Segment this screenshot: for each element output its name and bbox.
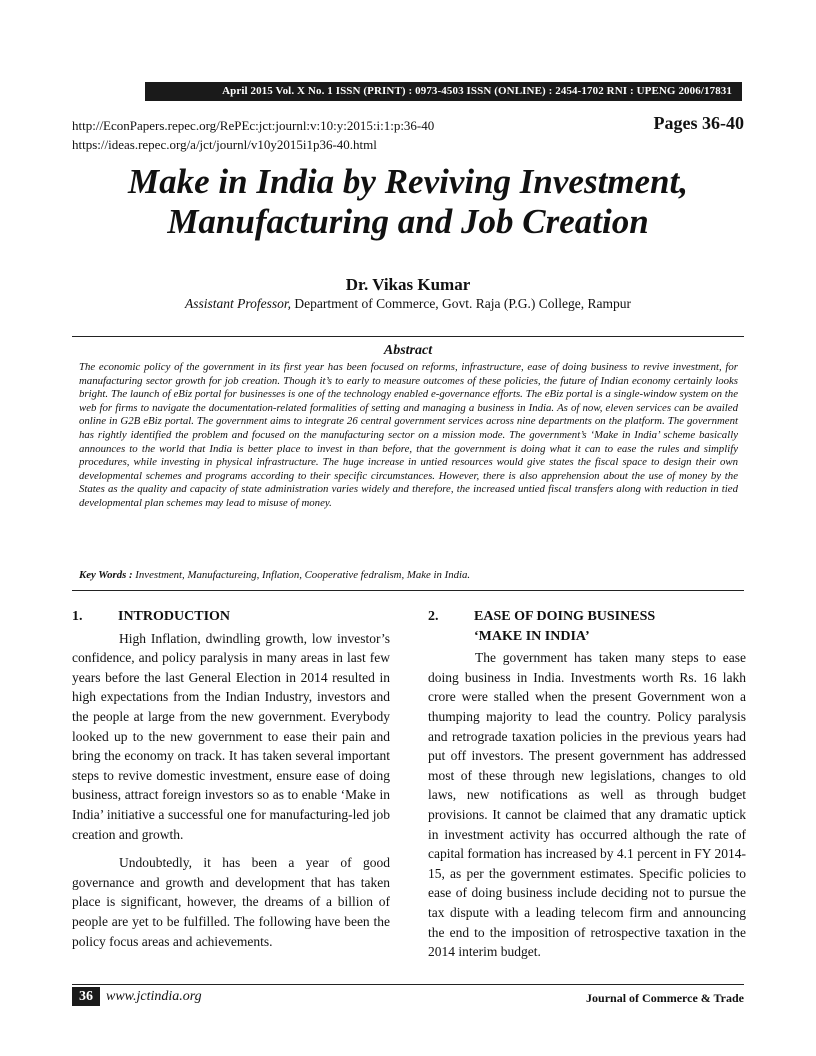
section-2-heading: [428, 607, 746, 646]
title-line-2: Manufacturing and Job Creation: [167, 202, 649, 241]
section-2-title-line-2: ‘MAKE IN INDIA’: [474, 628, 590, 644]
section-2-number: 2.: [428, 609, 439, 624]
author-name: Dr. Vikas Kumar: [345, 275, 471, 294]
author-affiliation: [0, 296, 816, 312]
intro-paragraph-1: High Inflation, dwindling growth, low investor’s confidence, and policy paralysis in many areas in last few years before the last General Election in 2014 resulted in high expectations from the Indian Industry, investors and the people at large from the new government. Everybody looked up to the new government to ease their pain and bring the economy on track. It has taken several important steps to revive domestic investment, ensure ease of doing business, attract foreign investors so as to enable ‘Make in India’ initiative a successful one for manufacturing-led job creation and growth.: [72, 630, 390, 842]
abstract-text: The economic policy of the government in its first year has been focused on reforms, infrastructure, ease of doing business to revive investment, for manufacturing sector growth for job creation. Though it’s to early to measure outcomes of these policies, the future of Indian economy certainly looks bright. The launch of eBiz portal for businesses is one of the technology enabled e-governance efforts. The eBiz portal is a single-window system on the web for firms to navigate the documentation-related formalities of setting and managing a business in India. As of now, eleven services can be availed online in G2B eBiz portal. The government aims to integrate 26 central government services across nine departments on the platform. The government has rightly identified the problem and focused on the manufacturing sector on a mission mode. The government’s ‘Make in India’ scheme basically announces to the world that India is better place to invest in than before, that the government is doing what it can to ease the rules and simplify procedures, while investing in physical infrastructure. The huge increase in untied resources would give states the fiscal space to design their own developmental schemes and programs according to their specific circumstances. However, there is also apprehension about the use of money by the States as the quality and capacity of state administration varies widely and therefore, the increased untied fiscal transfers along with reduction in tied developmental plan schemes may lead to misuse of money.: [79, 361, 738, 509]
footer-rule: [72, 984, 744, 985]
section-1-number: 1.: [72, 609, 83, 624]
title-line-1: Make in India by Reviving Investment,: [128, 162, 688, 201]
section-2-title-line-1: EASE OF DOING BUSINESS: [474, 609, 656, 624]
keywords-label: Key Words :: [79, 569, 133, 581]
journal-issue-banner: April 2015 Vol. X No. 1 ISSN (PRINT) : 0973-4503 ISSN (ONLINE) : 2454-1702 RNI : UPENG 2006/17831: [145, 82, 742, 101]
keywords: [79, 569, 738, 583]
intro-paragraph-2: Undoubtedly, it has been a year of good governance and growth and development that has taken place is significant, however, the dreams of a billion of people are yet to be fulfilled. The following have been the policy focus areas and achievements.: [72, 855, 390, 949]
ease-paragraph-1: The government has taken many steps to ease doing business in India. Investments worth Rs. 16 lakh crore were stalled when the present Government won a thumping majority to lead the country. Policy paralysis and retrograde taxation policies in the previous years had put off investors. The present government has addressed most of these through new legislations, changes to old laws, new notifications as well as through budget provisions. It cannot be claimed that any dramatic uptick in investment activity has occurred although the rate of capital formation has increased by 4.1 percent in FY 2014-15, as per the government estimates. Specific policies to ease of doing business include deciding not to pursue the tax dispute with a leading telecom firm and announcing the end to the imposition of retrospective taxation in the 2014 interim budget.: [428, 650, 746, 960]
section-1-heading: [72, 607, 390, 627]
abstract-heading: Abstract: [383, 343, 433, 358]
section-1-title: INTRODUCTION: [118, 609, 231, 624]
journal-website[interactable]: www.jctindia.org: [106, 989, 202, 1004]
affiliation-role: Assistant Professor,: [184, 296, 291, 311]
keywords-list: Investment, Manufactureing, Inflation, Cooperative fedralism, Make in India.: [132, 569, 471, 581]
left-column: [72, 607, 390, 960]
econpapers-url[interactable]: http://EconPapers.repec.org/RePEc:jct:journl:v:10:y:2015:i:1:p:36-40: [72, 118, 435, 133]
abstract-top-rule: [72, 336, 744, 337]
right-column: [428, 607, 746, 971]
section-2-title: [474, 607, 655, 646]
abstract-bottom-rule: [72, 590, 744, 591]
page-range: Pages 36-40: [653, 113, 744, 133]
article-title: [72, 162, 744, 242]
page-number: 36: [72, 987, 100, 1006]
journal-name: Journal of Commerce & Trade: [586, 991, 744, 1005]
affiliation-place: Department of Commerce, Govt. Raja (P.G.) College, Rampur: [290, 296, 632, 311]
article-urls: [72, 116, 434, 154]
ideas-url[interactable]: https://ideas.repec.org/a/jct/journl/v10y2015i1p36-40.html: [72, 137, 377, 152]
